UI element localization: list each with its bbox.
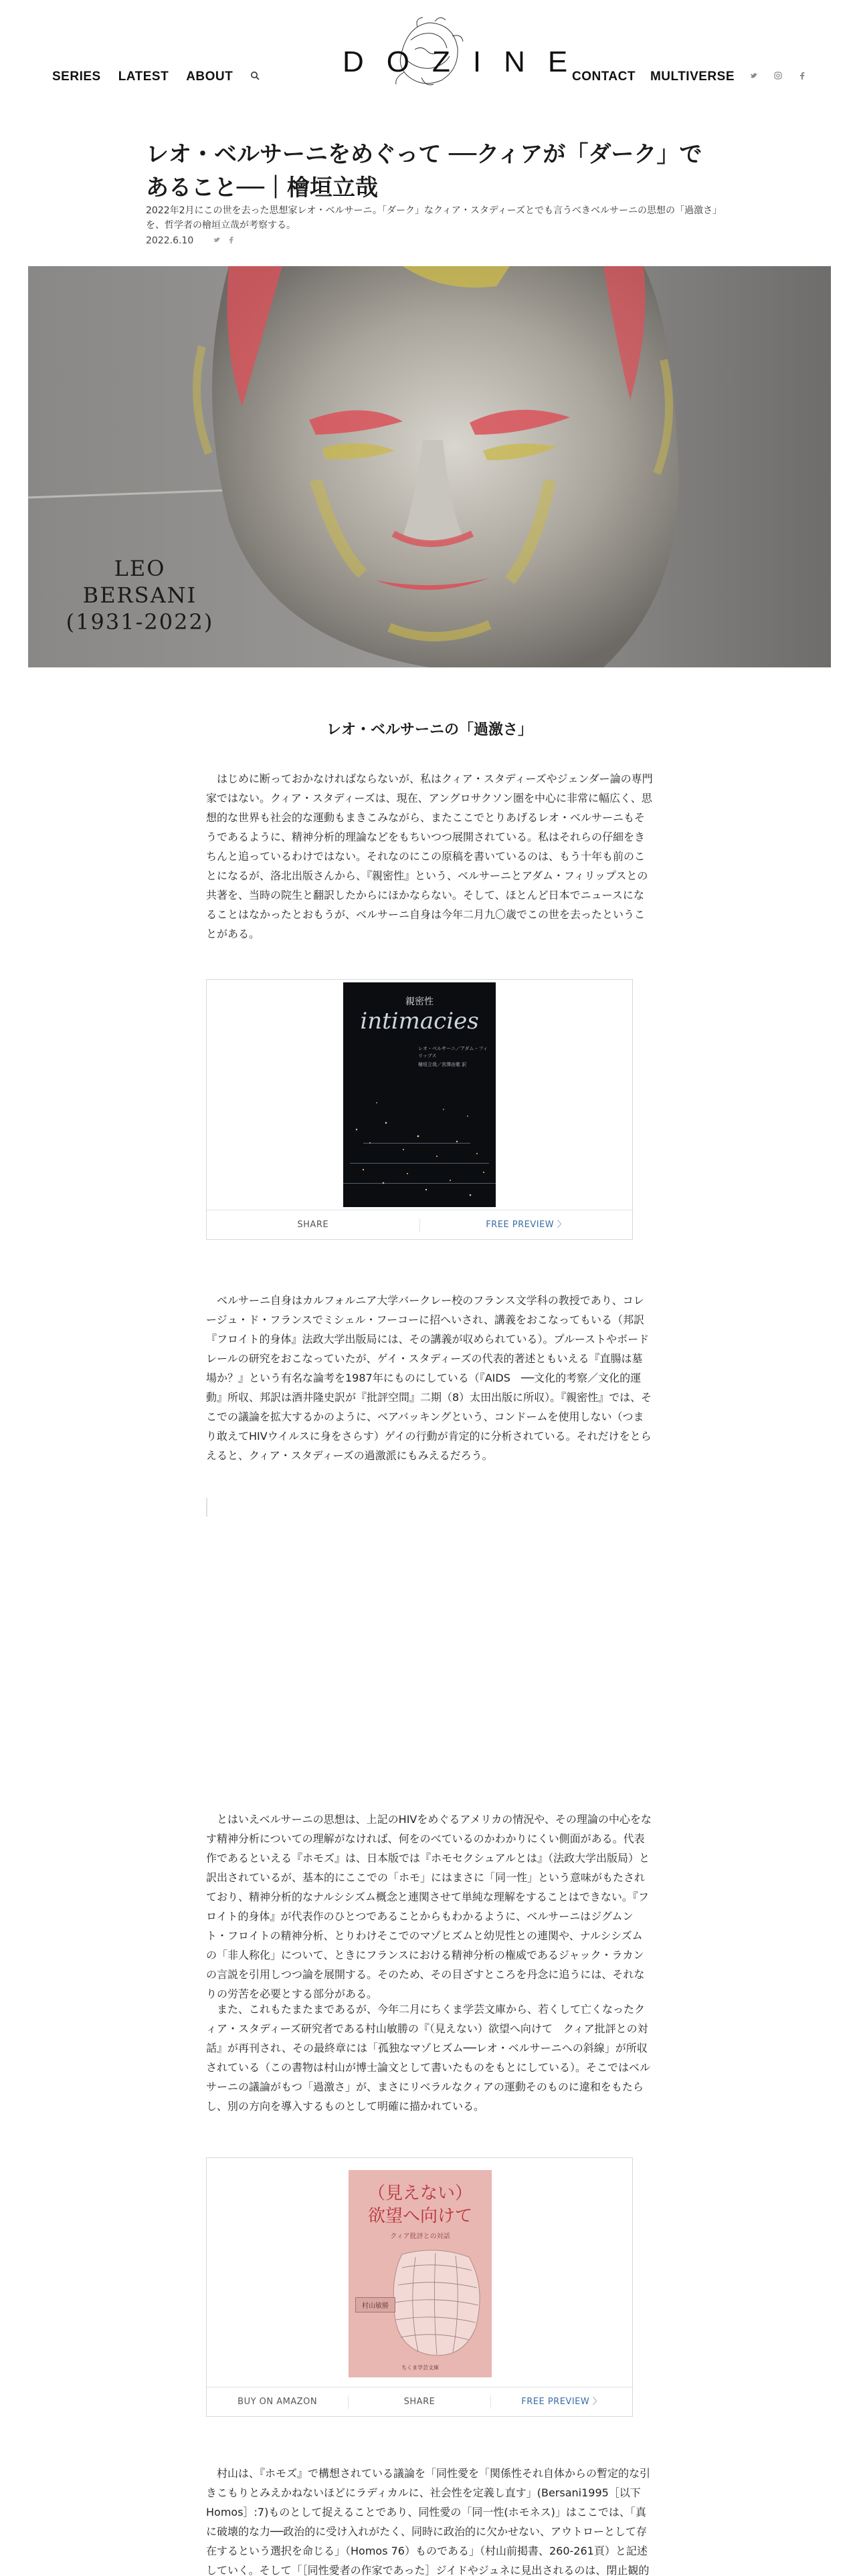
nav-series[interactable]: SERIES: [52, 70, 101, 84]
book-card-actions: [207, 2387, 632, 2416]
logo-wordmark: DOZINE: [343, 45, 591, 78]
instagram-icon[interactable]: [773, 72, 783, 82]
cover-title-line2: 欲望へ向けて: [367, 2206, 472, 2226]
article-title: レオ・ベルサーニをめぐって ──クィアが「ダーク」であること──｜檜垣立哉: [146, 141, 702, 201]
share-icons: [213, 236, 235, 245]
paragraph-4: また、これもたまたまであるが、今年二月にちくま学芸文庫から、若くして亡くなったクィア・スタディーズ研究者である村山敏勝の『（見えない）欲望へ向けて クィア批評との対話』が再刊され、その最終章には「孤独なマゾヒズム──レオ・ベルサーニへの斜線」が所収されている（この書物は村山が博士論文として書いたものをもとにしている）。そこではベルサーニの議論がもつ「過激さ」が、まさにリベラルなクィアの運動そのものに違和をもたらし、別の方向を導入するものとして明確に描かれている。: [206, 2003, 651, 2113]
buy-on-amazon-button[interactable]: BUY ON AMAZON: [207, 2395, 349, 2409]
hero-caption-name: LEO BERSANI: [82, 556, 197, 608]
paragraph-3: とはいえベルサーニの思想は、上記のHIVをめぐるアメリカの情況や、その理論の中心をなす精神分析についての理解がなければ、何をのべているのかわかりにくい側面がある。代表作であるといえる『ホモズ』は、日本版では『ホモセクシュアルとは』（法政大学出版局）と訳出されているが、基本的にここでの「ホモ」にはまさに「同一性」という意味がもたされており、精神分析的なナルシシズム概念と連関させて単純な理解をすることはできない。『フロイト的身体』が代表作のひとつであることからもわかるように、ベルサーニはジグムント・フロイトの精神分析、とりわけそこでのマゾヒズムと幼児性との連関や、ナルシシズムの「非人称化」について、ときにフランスにおける精神分析の権威であるジャック・ラカンの言説を引用しつつ論を展開する。そのため、その目ざすところを丹念に追うには、それなりの労苦を必要とする部分がある。: [206, 1813, 652, 2000]
site-header: [0, 0, 859, 100]
cover-lace-illustration: [389, 2248, 489, 2361]
site-logo[interactable]: [320, 13, 591, 92]
book-card-intimacies: [206, 979, 633, 1240]
embed-placeholder: [206, 1498, 207, 1517]
hero-caption: [63, 555, 217, 635]
twitter-share-icon[interactable]: [213, 236, 221, 245]
secondary-nav: [572, 70, 807, 84]
paragraph-2: ベルサーニ自身はカルフォルニア大学バークレー校のフランス文学科の教授であり、コレージュ・ド・フランスでミシェル・フーコーに招へいされ、講義をおこなってもいる（邦訳『フロイト的身体』法政大学出版局には、その講義が収められている）。プルーストやボードレールの研究をおこなっていたが、ゲイ・スタディーズの代表的著述ともいえる『直腸は墓場か？』という有名な論考を1987年にものにしている（『AIDS ──文化的考察／文化的運動』所収、邦訳は酒井隆史訳が『批評空間』二期（8）太田出版に所収）。『親密性』では、そこでの議論を拡大するかのように、ベアバッキングという、コンドームを使用しない（つまり敢えてHIVウイルスに身をさらす）ゲイの行動が肯定的に分析されている。それだけをとらえると、クィア・スタディーズの過激派にもみえるだろう。: [206, 1294, 652, 1462]
hero-caption-years: (1931-2022): [66, 609, 214, 635]
book-card-invisible-desire: [206, 2157, 633, 2417]
book-cover-invisible-desire[interactable]: [349, 2170, 492, 2377]
cover-author: 村山敏勝: [355, 2297, 395, 2313]
free-preview-button[interactable]: FREE PREVIEW 〉: [521, 2396, 602, 2407]
nav-contact[interactable]: CONTACT: [571, 70, 636, 84]
publish-date: 2022.6.10: [146, 235, 194, 246]
search-icon[interactable]: [250, 71, 260, 83]
twitter-icon[interactable]: [749, 72, 759, 82]
hero-image: [28, 266, 831, 667]
paragraph-5: 村山は、『ホモズ』で構想されている議論を「同性愛を「関係性それ自体からの暫定的な引きこもりとみえかねないほどにラディカルに、社会性を定義し直す」(Bersani1995［以下Homos］:7)ものとして捉えることであり、同性愛の「同一性(ホモネス)」はここでは、「真に破壊的な力──政治的に受け入れがたく、同時に政治的に欠かせない、アウトローとして存在するという選択を命じる」（Homos 76）ものである」（村山前掲書、260-261頁）と記述していく。そして「［同性愛者の作家であった］ジイドやジュネに見出されるのは、閉止観的: [206, 2467, 651, 2576]
cover-title-line1: （見えない）: [367, 2183, 472, 2204]
section-heading: レオ・ベルサーニの「過激さ」: [326, 722, 533, 738]
facebook-icon[interactable]: [797, 72, 807, 82]
paragraph-1: はじめに断っておかなければならないが、私はクィア・スタディーズやジェンダー論の専門家ではない。クィア・スタディーズは、現在、アングロサクソン圏を中心に非常に幅広く、思想的な世界も社会的な運動もまきこみながら、またここでとりあげるレオ・ベルサーニもそうであるように、精神分析的理論などをもちいつつ展開されている。私はそれらの仔細をきちんと追っているわけではない。それなのにこの原稿を書いているのは、もう十年も前のことになるが、洛北出版さんから、『親密性』という、ベルサーニとアダム・フィリップスとの共著を、当時の院生と翻訳したからにほかならない。そして、ほとんど日本でニュースになることはなかったとおもうが、ベルサーニ自身は今年二月九〇歳でこの世を去ったということがある。: [206, 772, 653, 940]
cover-title-ja: 親密性: [405, 996, 434, 1007]
share-button[interactable]: SHARE: [207, 1218, 420, 1232]
nav-about[interactable]: ABOUT: [186, 70, 233, 84]
cover-translators: 檜垣立哉／宮澤由歌 訳: [418, 1062, 467, 1067]
cover-publisher: ちくま学芸文庫: [401, 2365, 439, 2371]
cover-authors: レオ・ベルサーニ／アダム・フィリップス: [418, 1046, 488, 1059]
cover-subtitle: クィア批評との対話: [390, 2233, 450, 2240]
article-meta: [146, 235, 235, 246]
facebook-share-icon[interactable]: [227, 236, 235, 245]
primary-nav: [52, 70, 260, 84]
book-card-actions: [207, 1210, 632, 1239]
cover-title-en: intimacies: [360, 1008, 479, 1035]
article-lead: 2022年2月にこの世を去った思想家レオ・ベルサーニ。「ダーク」なクィア・スタディーズとでも言うべきベルサーニの思想の「過激さ」を、哲学者の檜垣立哉が考察する。: [146, 205, 718, 231]
free-preview-button[interactable]: FREE PREVIEW 〉: [486, 1219, 567, 1230]
book-cover-intimacies[interactable]: [343, 982, 496, 1207]
share-button[interactable]: SHARE: [349, 2395, 490, 2409]
nav-multiverse[interactable]: MULTIVERSE: [650, 70, 735, 84]
nav-latest[interactable]: LATEST: [118, 70, 169, 84]
